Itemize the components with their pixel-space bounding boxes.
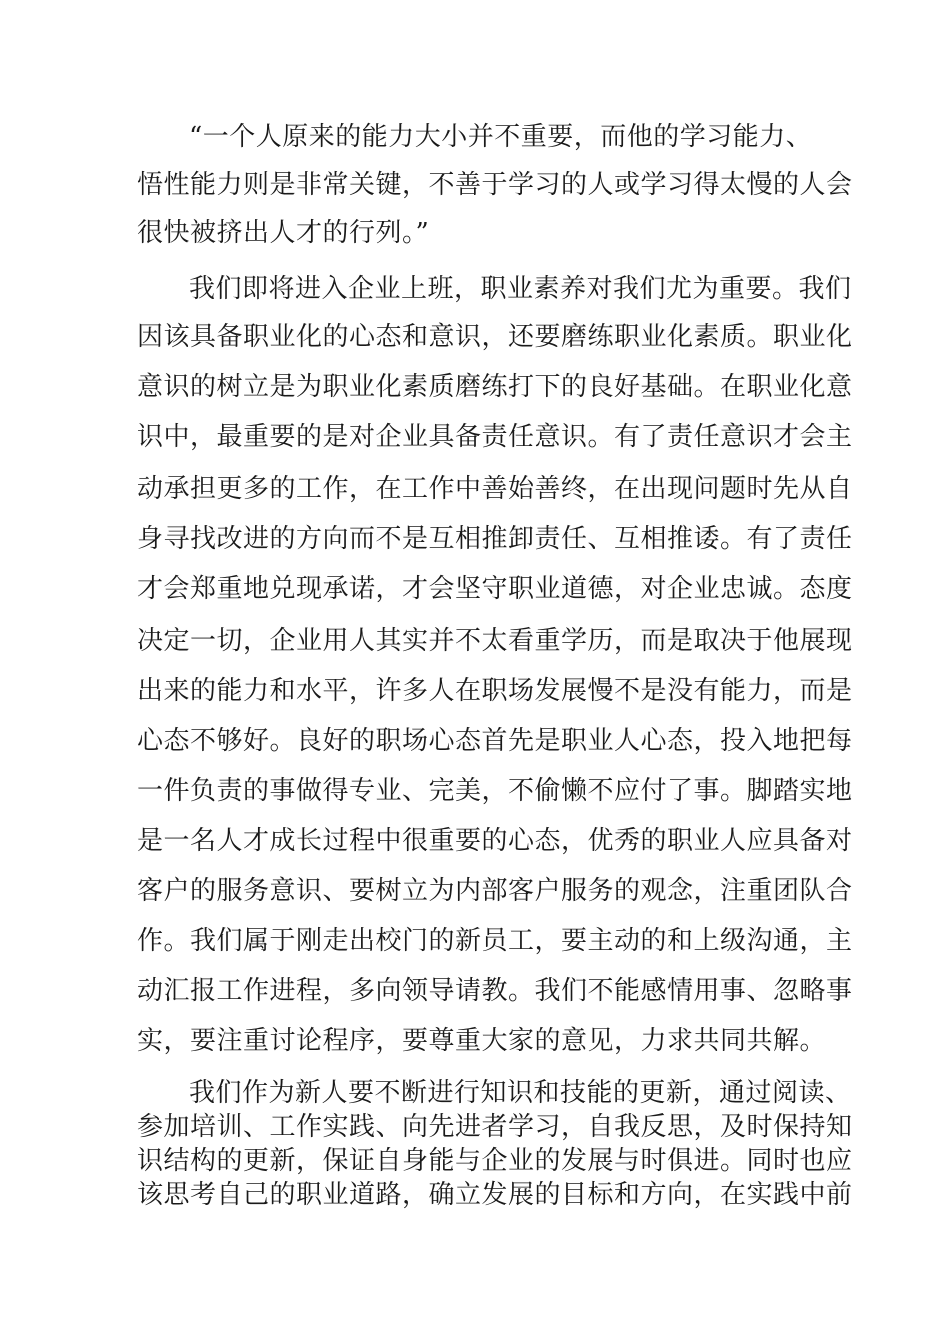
text-line: 出来的能力和水平，许多人在职场发展慢不是没有能力，而是 — [137, 676, 853, 706]
text-line: 动汇报工作进程，多向领导请教。我们不能感情用事、忽略事 — [137, 976, 853, 1006]
text-line: 我们作为新人要不断进行知识和技能的更新，通过阅读、 — [189, 1078, 852, 1108]
text-line: 悟性能力则是非常关键，不善于学习的人或学习得太慢的人会 — [137, 170, 853, 200]
text-line: 一件负责的事做得专业、完美，不偷懒不应付了事。脚踏实地 — [137, 776, 853, 806]
text-line: 作。我们属于刚走出校门的新员工，要主动的和上级沟通，主 — [137, 926, 853, 956]
text-line: 我们即将进入企业上班，职业素养对我们尤为重要。我们 — [189, 274, 852, 304]
text-line: 很快被挤出人才的行列。” — [137, 218, 430, 248]
text-line: 决定一切，企业用人其实并不太看重学历，而是取决于他展现 — [137, 626, 853, 656]
text-line: 心态不够好。良好的职场心态首先是职业人心态，投入地把每 — [137, 726, 853, 756]
text-line: 参加培训、工作实践、向先进者学习，自我反思，及时保持知 — [137, 1112, 853, 1142]
text-line: 识结构的更新，保证自身能与企业的发展与时俱进。同时也应 — [137, 1146, 853, 1176]
text-line: 动承担更多的工作，在工作中善始善终，在出现问题时先从自 — [137, 474, 853, 504]
text-line: 客户的服务意识、要树立为内部客户服务的观念，注重团队合 — [137, 876, 853, 906]
text-line: “一个人原来的能力大小并不重要，而他的学习能力、 — [189, 122, 813, 152]
text-line: 是一名人才成长过程中很重要的心态，优秀的职业人应具备对 — [137, 826, 853, 856]
text-line: 实，要注重讨论程序，要尊重大家的意见，力求共同共解。 — [137, 1026, 827, 1056]
text-line: 因该具备职业化的心态和意识，还要磨练职业化素质。职业化 — [137, 322, 853, 352]
text-line: 意识的树立是为职业化素质磨练打下的良好基础。在职业化意 — [137, 372, 853, 402]
text-line: 识中，最重要的是对企业具备责任意识。有了责任意识才会主 — [137, 422, 853, 452]
text-line: 该思考自己的职业道路，确立发展的目标和方向，在实践中前 — [137, 1180, 853, 1210]
text-line: 才会郑重地兑现承诺，才会坚守职业道德，对企业忠诚。态度 — [137, 574, 853, 604]
text-line: 身寻找改进的方向而不是互相推卸责任、互相推诿。有了责任 — [137, 524, 853, 554]
